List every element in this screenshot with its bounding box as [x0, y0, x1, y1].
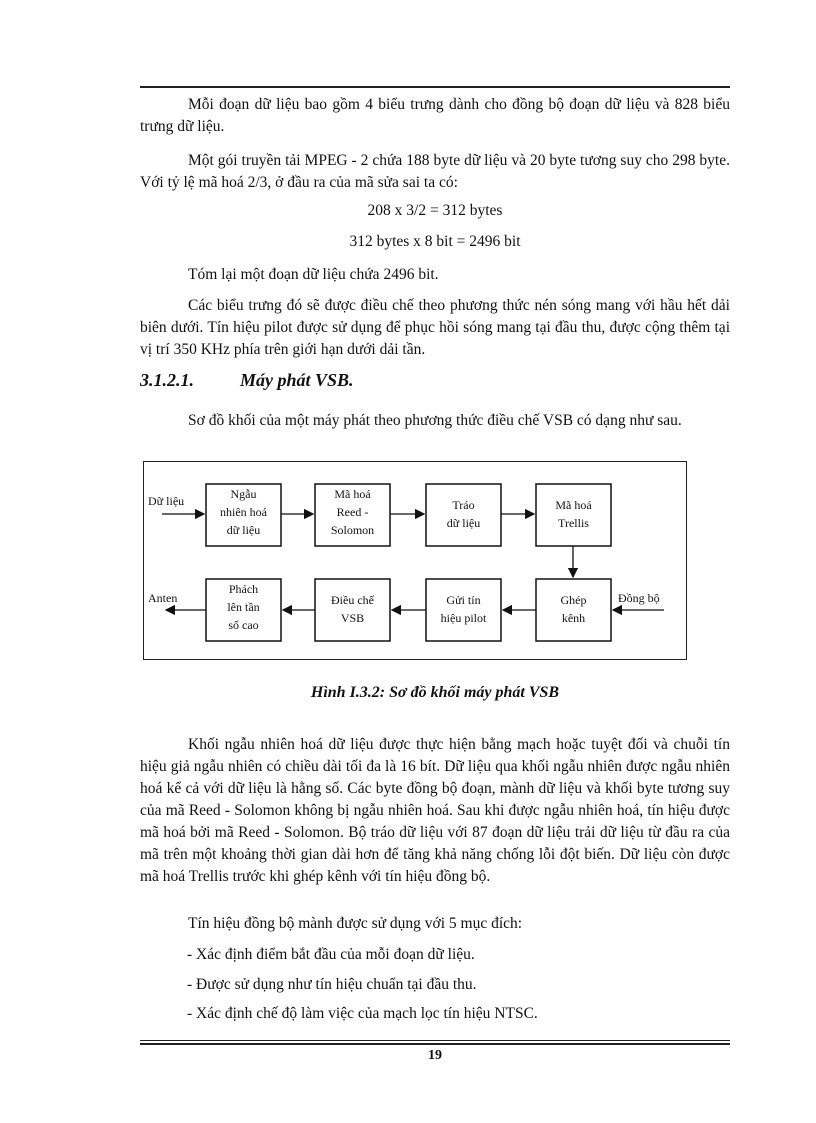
block-trellis [536, 484, 611, 546]
label-sync: Đồng bộ [618, 591, 660, 605]
block-vsb-modulator-l1: Điều chế [331, 593, 374, 607]
block-vsb-modulator-l2: VSB [340, 611, 365, 625]
block-upconverter-l2: lên tần [227, 600, 260, 614]
block-reed-solomon-l3: Solomon [330, 523, 375, 537]
paragraph-2: Một gói truyền tải MPEG - 2 chứa 188 byte dữ liệu và 20 byte tương suy cho 298 byte. Với tỷ lệ mã hoá 2/3, ở đầu ra của mã sửa sai ta có: [140, 152, 730, 191]
block-randomizer-l3: dữ liệu [226, 523, 261, 537]
paragraph-4: Các biểu trưng đó sẽ được điều chế theo phương thức nén sóng mang với hầu hết dải biên dưới. Tín hiệu pilot được sử dụng để phục hồi sóng mang tại đầu thu, được cộng thêm tại vị trí 350 KHz phía trên giới hạn dưới dải tần. [140, 297, 730, 358]
block-randomizer-l2: nhiên hoá [220, 505, 267, 519]
block-pilot-insertion-l2: hiệu pilot [440, 611, 487, 625]
block-upconverter-l1: Phách [228, 582, 259, 596]
block-pilot-insertion [426, 579, 501, 641]
paragraph-1: Mỗi đoạn dữ liệu bao gồm 4 biểu trưng dành cho đồng bộ đoạn dữ liệu và 828 biểu trưng dữ liệu. [140, 96, 730, 135]
paragraph-3: Tóm lại một đoạn dữ liệu chứa 2496 bit. [188, 266, 439, 283]
paragraph-5: Sơ đồ khối của một máy phát theo phương thức điều chế VSB có dạng như sau. [188, 412, 682, 429]
block-trellis-l2: Trellis [558, 516, 589, 530]
block-interleaver-l2: dữ liệu [446, 516, 481, 530]
block-pilot-insertion-l1: Gửi tín [446, 593, 481, 607]
block-multiplexer [536, 579, 611, 641]
diagram-canvas [144, 462, 685, 658]
block-vsb-modulator [315, 579, 390, 641]
page-number: 19 [428, 1048, 442, 1063]
footer-rule-thick [140, 1043, 730, 1045]
equation-2: 312 bytes x 8 bit = 2496 bit [349, 233, 521, 250]
bullet-3: - Xác định chế độ làm việc của mạch lọc tín hiệu NTSC. [187, 1005, 538, 1022]
label-input: Dữ liệu [148, 494, 185, 508]
block-reed-solomon-l1: Mã hoá [334, 487, 371, 501]
section-number: 3.1.2.1. [140, 370, 194, 390]
block-interleaver-l1: Tráo [452, 498, 475, 512]
block-trellis-l1: Mã hoá [555, 498, 592, 512]
figure-caption: Hình I.3.2: Sơ đồ khối máy phát VSB [310, 684, 560, 701]
paragraph-6: Khối ngẫu nhiên hoá dữ liệu được thực hiện bằng mạch hoặc tuyệt đối và chuỗi tín hiệu giả ngẫu nhiên có chiều dài tối đa là 16 bít. Dữ liệu qua khối ngẫu nhiên được ngẫu nhiên hoá kể cả với dữ liệu là hằng số. Các byte đồng bộ đoạn, mành dữ liệu và khối byte tương suy của mã Reed - Solomon không bị ngẫu nhiên hoá. Sau khi được ngẫu nhiên hoá, tín hiệu được mã hoá bởi mã Reed - Solomon. Bộ tráo dữ liệu với 87 đoạn dữ liệu trải dữ liệu từ đầu ra của mã trên một khoảng thời gian dài hơn để tăng khả năng chống lỗi đột biến. Dữ liệu còn được mã hoá Trellis trước khi ghép kênh với tín hiệu đồng bộ. [140, 736, 730, 885]
block-interleaver [426, 484, 501, 546]
bullet-2: - Được sử dụng như tín hiệu chuẩn tại đầu thu. [187, 976, 477, 993]
section-heading [140, 370, 354, 391]
bullet-1: - Xác định điểm bắt đầu của mỗi đoạn dữ liệu. [187, 946, 475, 963]
vsb-block-diagram [143, 461, 687, 660]
footer-rule-thin [140, 1040, 730, 1041]
section-title: Máy phát VSB. [240, 370, 354, 390]
equation-1: 208 x 3/2 = 312 bytes [367, 202, 503, 219]
block-reed-solomon-l2: Reed - [336, 505, 369, 519]
paragraph-7: Tín hiệu đồng bộ mành được sử dụng với 5 mục đích: [188, 915, 523, 932]
block-upconverter-l3: số cao [228, 618, 259, 632]
block-multiplexer-l1: Ghép [560, 593, 587, 607]
header-rule [140, 86, 730, 88]
block-randomizer-l1: Ngẫu [230, 487, 257, 501]
block-multiplexer-l2: kênh [561, 611, 586, 625]
label-output: Anten [148, 591, 178, 605]
